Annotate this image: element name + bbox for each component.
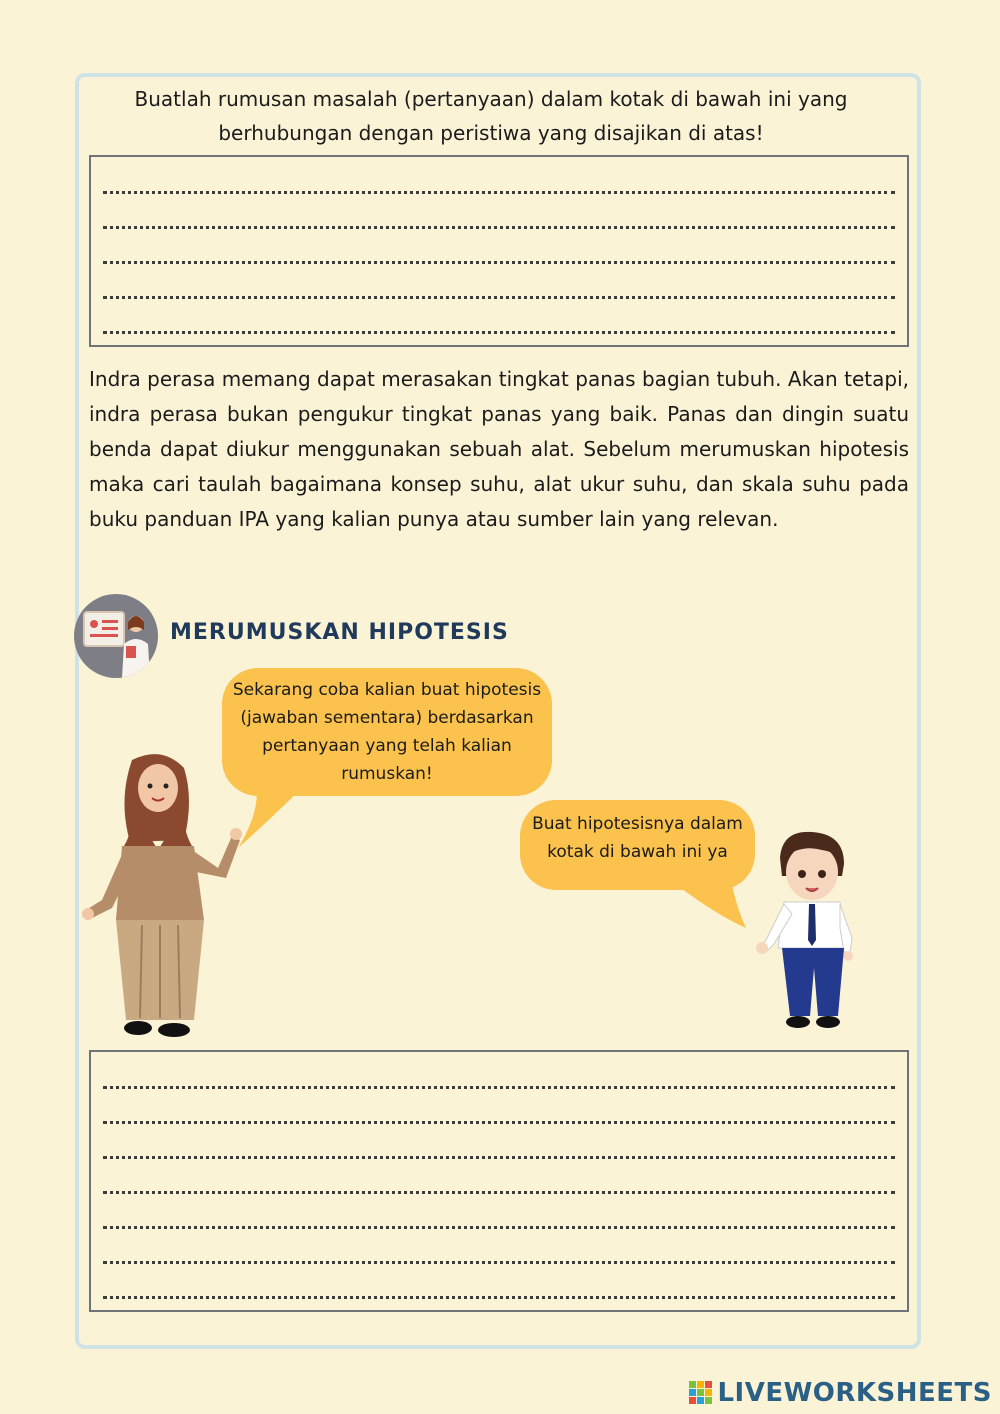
answer-line xyxy=(103,274,895,309)
section-title: MERUMUSKAN HIPOTESIS xyxy=(170,620,509,645)
answer-line xyxy=(103,1134,895,1169)
answer-line xyxy=(103,1204,895,1239)
answer-line xyxy=(103,1064,895,1099)
answer-line xyxy=(103,1169,895,1204)
teacher-presentation-icon xyxy=(74,594,158,678)
teacher-speech-bubble: Sekarang coba kalian buat hipotesis (jawaban sementara) berdasarkan pertanyaan yang telah kalian rumuskan! xyxy=(222,668,552,796)
answer-line xyxy=(103,204,895,239)
answer-line xyxy=(103,309,895,344)
answer-line xyxy=(103,239,895,274)
liveworksheets-logo-icon xyxy=(689,1381,713,1405)
instruction-text xyxy=(120,82,862,150)
answer-line xyxy=(103,169,895,204)
liveworksheets-wordmark: LIVEWORKSHEETS xyxy=(717,1378,992,1408)
answer-line xyxy=(103,1099,895,1134)
teacher-illustration xyxy=(72,750,252,1045)
student-illustration xyxy=(752,828,862,1033)
instruction-line-2: berhubungan dengan peristiwa yang disajikan di atas! xyxy=(218,121,764,145)
answer-line xyxy=(103,1239,895,1274)
answer-line xyxy=(103,1274,895,1309)
liveworksheets-logo xyxy=(689,1378,992,1408)
student-speech-bubble: Buat hipotesisnya dalam kotak di bawah ini ya xyxy=(520,800,755,890)
intro-paragraph: Indra perasa memang dapat merasakan tingkat panas bagian tubuh. Akan tetapi, indra perasa bukan pengukur tingkat panas yang baik. Panas dan dingin suatu benda dapat diukur menggunakan sebuah alat. Sebelum merumuskan hipotesis maka cari taulah bagaimana konsep suhu, alat ukur suhu, dan skala suhu pada buku panduan IPA yang kalian punya atau sumber lain yang relevan. xyxy=(89,367,909,531)
instruction-line-1: Buatlah rumusan masalah (pertanyaan) dalam kotak di bawah ini yang xyxy=(134,87,848,111)
hypothesis-answer-box[interactable] xyxy=(89,1050,909,1312)
problem-formulation-answer-box[interactable] xyxy=(89,155,909,347)
